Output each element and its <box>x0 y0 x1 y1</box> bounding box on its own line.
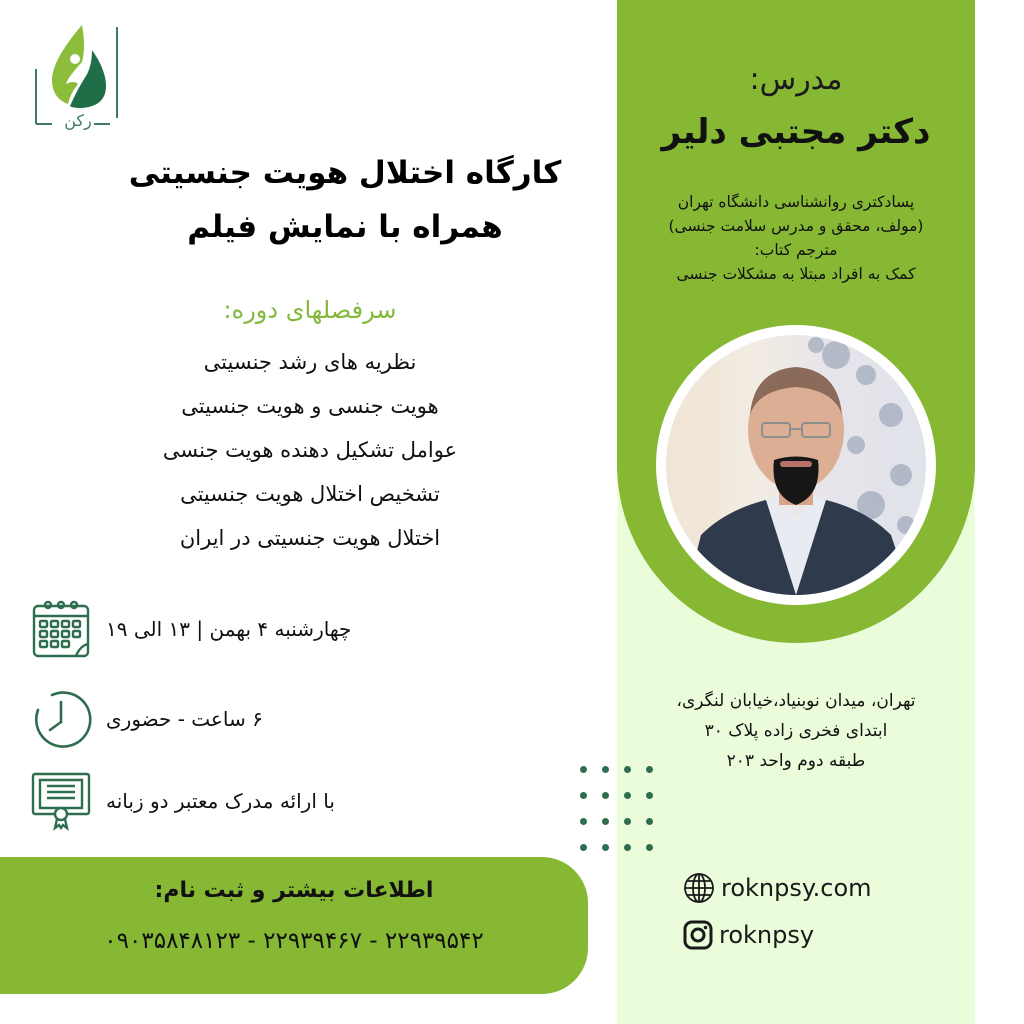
certificate-row <box>30 770 335 832</box>
website-text: roknpsy.com <box>721 874 872 902</box>
clock-icon <box>30 688 92 750</box>
svg-text:رکن: رکن <box>64 111 92 130</box>
topic-item: تشخیص اختلال هویت جنسیتی <box>180 482 440 506</box>
instagram-icon <box>683 920 713 950</box>
address-line: تهران، میدان نوبنیاد،خیابان لنگری، <box>676 691 916 711</box>
instagram-link[interactable] <box>683 920 814 950</box>
topics-heading: سرفصلهای دوره: <box>223 296 397 324</box>
portrait-illustration <box>666 335 926 595</box>
topics-list <box>100 340 520 560</box>
instagram-text: roknpsy <box>719 921 815 949</box>
globe-icon <box>683 872 715 904</box>
certificate-icon <box>30 770 92 832</box>
logo-drop-icon <box>30 22 125 132</box>
calendar-icon <box>30 598 92 660</box>
title-line-1: کارگاه اختلال هویت جنسیتی <box>128 155 562 191</box>
bio-line: کمک به افراد مبتلا به مشکلات جنسی <box>676 265 916 283</box>
date-row <box>30 598 351 660</box>
decorative-dot-grid <box>580 766 660 856</box>
duration-text: ۶ ساعت - حضوری <box>106 707 263 731</box>
instructor-bio <box>630 190 962 286</box>
date-text: چهارشنبه ۴ بهمن | ۱۳ الی ۱۹ <box>106 617 352 641</box>
page-title <box>90 146 600 254</box>
phone-numbers[interactable]: ۰۹۰۳۵۸۴۸۱۲۳ - ۲۲۹۳۹۴۶۷ - ۲۲۹۳۹۵۴۲ <box>104 928 484 954</box>
title-line-2: همراه با نمایش فیلم <box>187 209 503 245</box>
bio-line: پسادکتری روانشناسی دانشگاه تهران <box>677 193 915 211</box>
topic-item: عوامل تشکیل دهنده هویت جنسی <box>162 438 458 462</box>
website-link[interactable] <box>683 872 872 904</box>
bio-line: مترجم کتاب: <box>754 241 838 259</box>
instructor-label: مدرس: <box>749 62 843 97</box>
instructor-photo <box>666 335 926 595</box>
contact-title: اطلاعات بیشتر و ثبت نام: <box>154 878 434 903</box>
address-line: طبقه دوم واحد ۲۰۳ <box>726 751 866 771</box>
topic-item: اختلال هویت جنسیتی در ایران <box>179 526 441 550</box>
topic-item: هویت جنسی و هویت جنسیتی <box>181 394 439 418</box>
address-line: ابتدای فخری زاده پلاک ۳۰ <box>704 721 888 741</box>
address <box>617 686 975 776</box>
instructor-name: دکتر مجتبی دلیر <box>661 112 931 152</box>
certificate-text: با ارائه مدرک معتبر دو زبانه <box>106 789 335 813</box>
topic-item: نظریه های رشد جنسیتی <box>203 350 417 374</box>
logo <box>30 22 125 132</box>
bio-line: (مولف، محقق و مدرس سلامت جنسی) <box>668 217 924 235</box>
duration-row <box>30 688 263 750</box>
